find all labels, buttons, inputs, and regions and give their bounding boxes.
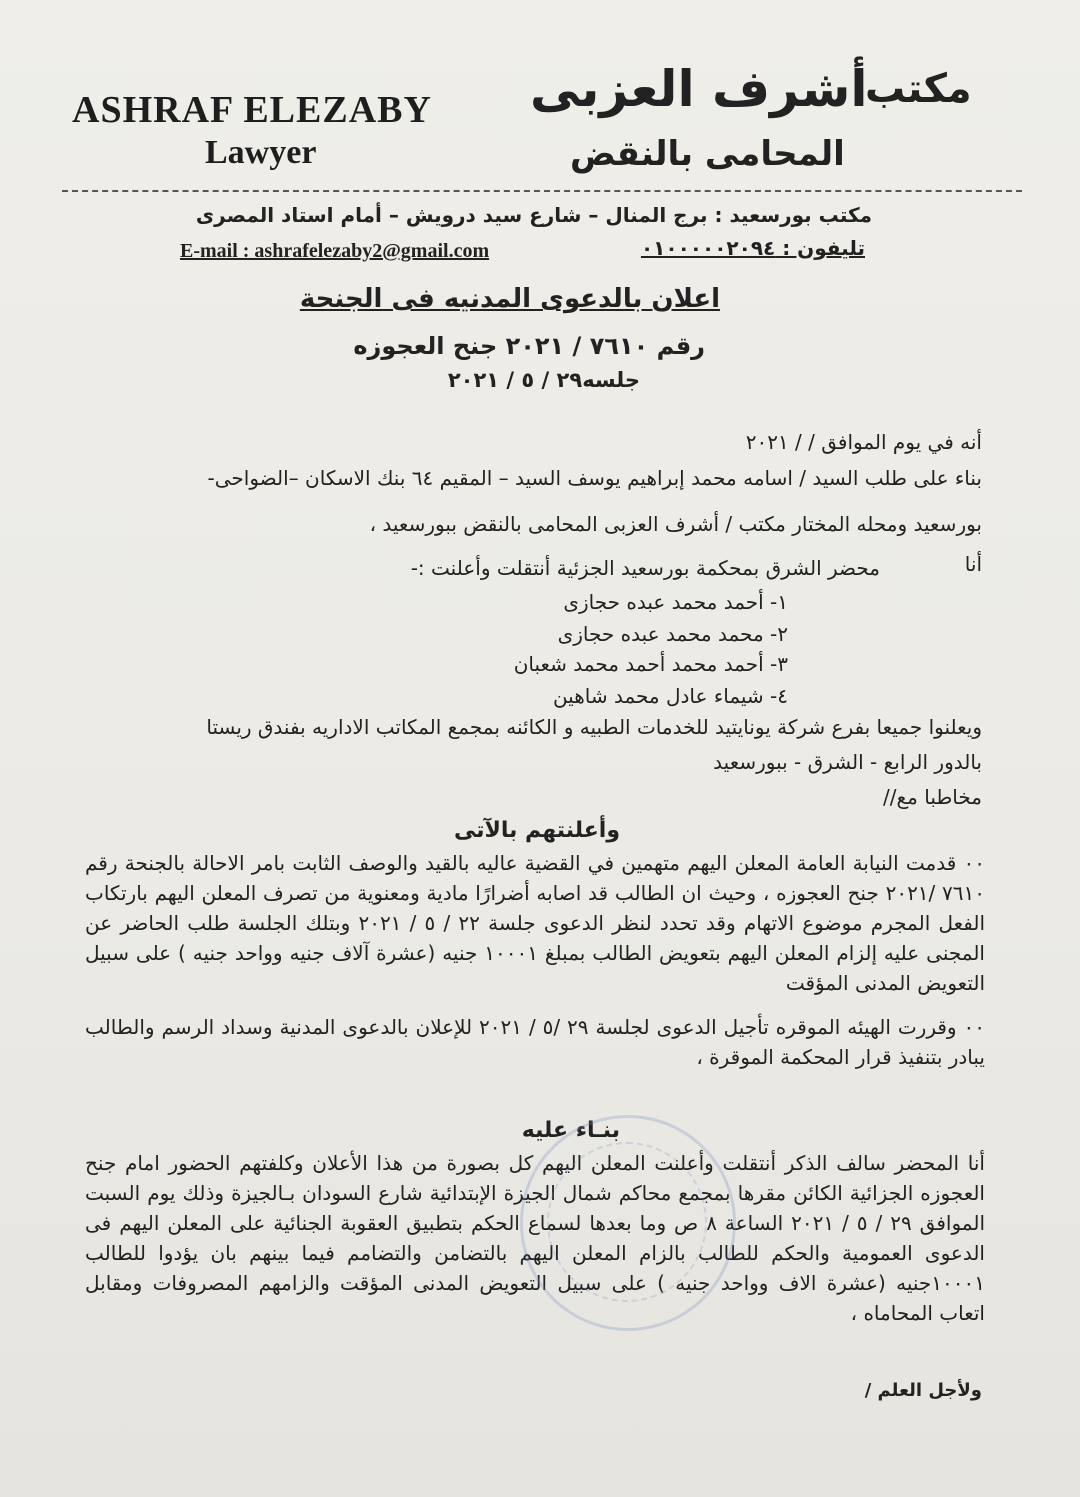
office-address: مكتب بورسعيد : برج المنال – شارع سيد درويش – أمام استاد المصرى bbox=[195, 203, 872, 227]
english-lawyer-name: ASHRAF ELEZABY bbox=[72, 89, 432, 131]
domicile-line: بورسعيد ومحله المختار مكتب / أشرف العزبى المحامى بالنقض ببورسعيد ، bbox=[369, 512, 982, 536]
service-address-line: ويعلنوا جميعا بفرع شركة يونايتيد للخدمات الطبيه و الكائنه بمجمع المكاتب الاداريه بفندق ريستا bbox=[206, 715, 982, 739]
document-title: اعلان بالدعوى المدنيه فى الجنحة bbox=[299, 284, 720, 314]
section-heading: بنـاء عليه bbox=[521, 1118, 620, 1143]
service-address-line: بالدور الرابع - الشرق - ببورسعيد bbox=[713, 750, 982, 774]
date-line: أنه في يوم الموافق / / ٢٠٢١ bbox=[745, 430, 982, 454]
closing-line: ولأجل العلم / bbox=[864, 1380, 982, 1401]
section-heading: وأعلنتهم بالآتى bbox=[453, 818, 620, 843]
arabic-lawyer-name: أشرف العزبى bbox=[530, 60, 868, 118]
service-address-line: مخاطبا مع// bbox=[883, 785, 982, 809]
defendant-item: ١- أحمد محمد عبده حجازى bbox=[563, 590, 788, 614]
office-phone: تليفون : ٠١٠٠٠٠٠٢٠٩٤ bbox=[640, 236, 865, 260]
session-date: جلسه٢٩ / ٥ / ٢٠٢١ bbox=[447, 368, 640, 392]
office-email: E-mail : ashrafelezaby2@gmail.com bbox=[180, 240, 490, 262]
section-paragraph: أنا المحضر سالف الذكر أنتقلت وأعلنت المعلن اليهم كل بصورة من هذا الأعلان وكلفتهم الحضور امام جنح العجوزه الجزائية الكائن مقرها بمجمع محاكم شمال الجيزة الإبتدائية شارع السودان بـالجيزة وذلك يوم السبت الموافق ٢٩ / ٥ / ٢٠٢١ الساعة ٨ ص وما بعدها لسماع الحكم بتطبيق العقوبة الجنائية على المعلن اليهم فى الدعوى العمومية والحكم للطالب بالزام المعلن اليهم بالتضامن والتضامم فيما بينهم بان يؤدوا للطالب ١٠٠٠١جنيه (عشرة الاف وواحد جنيه ) على سبيل التعويض المدنى المؤقت والزامهم المصروفات ومقابل اتعاب المحاماه ، bbox=[85, 1151, 986, 1325]
defendant-item: ٢- محمد محمد عبده حجازى bbox=[557, 622, 788, 646]
section-paragraph: ٠٠ وقررت الهيئه الموقره تأجيل الدعوى لجلسة ٢٩ /٥ / ٢٠٢١ للإعلان بالدعوى المدنية وسداد الرسم والطالب يبادر بتنفيذ قرار المحكمة الموقرة ، bbox=[85, 1015, 986, 1069]
defendant-item: ٤- شيماء عادل محمد شاهين bbox=[552, 684, 788, 708]
stamp-seal-icon bbox=[520, 1115, 736, 1331]
header-divider bbox=[62, 190, 1022, 192]
request-line: بناء على طلب السيد / اسامه محمد إبراهيم يوسف السيد – المقيم ٦٤ بنك الاسكان –الضواحى- bbox=[207, 466, 982, 490]
case-number: رقم ٧٦١٠ / ٢٠٢١ جنح العجوزه bbox=[353, 332, 705, 360]
english-lawyer-title: Lawyer bbox=[205, 134, 317, 171]
arabic-lawyer-title: المحامى بالنقض bbox=[570, 134, 845, 174]
bailiff-line: محضر الشرق بمحكمة بورسعيد الجزئية أنتقلت وأعلنت :- bbox=[410, 556, 880, 580]
arabic-office-word: مكتب bbox=[865, 66, 972, 112]
bailiff-label: أنا bbox=[964, 552, 982, 576]
defendant-item: ٣- أحمد محمد أحمد محمد شعبان bbox=[513, 652, 788, 676]
section-paragraph: ٠٠ قدمت النيابة العامة المعلن اليهم متهمين في القضية عاليه بالقيد والوصف الثابت بامر الاحالة بالجنحة رقم ٧٦١٠ /٢٠٢١ جنح العجوزه ، وحيث ان الطالب قد اصابه أضرارًا مادية ومعنوية من تصرف المعلن اليهم بارتكاب الفعل المجرم موضوع الاتهام وقد تحدد لنظر الدعوى جلسة ٢٢ / ٥ / ٢٠٢١ وبتلك الجلسة طلب الحاضر عن المجنى عليه إلزام المعلن اليهم بتعويض الطالب بمبلغ ١٠٠٠١ جنيه (عشرة آلاف جنيه وواحد جنيه ) على سبيل التعويض المدنى المؤقت bbox=[85, 851, 986, 995]
